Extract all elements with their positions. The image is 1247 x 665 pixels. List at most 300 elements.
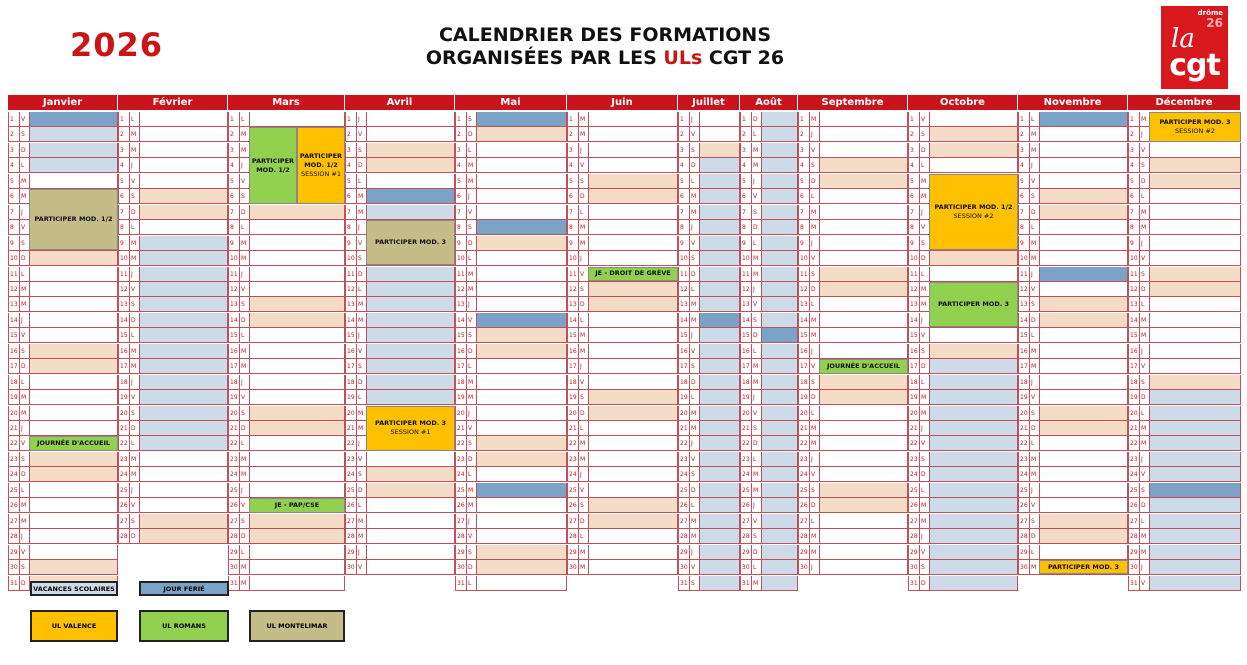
day-number: 2: [680, 131, 684, 139]
day-letter: M: [691, 208, 697, 216]
day-number: 17: [457, 363, 465, 371]
day-number: 16: [569, 347, 577, 355]
day-number: 11: [742, 270, 750, 278]
day-cell: [567, 282, 678, 297]
day-number: 19: [230, 394, 238, 402]
day-letter: L: [1141, 193, 1145, 201]
day-letter: M: [691, 409, 697, 417]
day-number: 18: [120, 378, 128, 386]
day-number: 19: [10, 394, 18, 402]
day-number: 15: [800, 332, 808, 340]
day-letter: M: [921, 285, 927, 293]
day-number: 4: [120, 162, 124, 170]
day-letter: J: [691, 116, 693, 123]
day-letter: L: [753, 239, 757, 247]
day-letter: V: [691, 131, 696, 139]
day-cell: [567, 220, 678, 235]
day-number: 14: [10, 316, 18, 324]
day-cell: [455, 236, 567, 251]
training-event[interactable]: [929, 282, 1018, 327]
day-letter: M: [21, 193, 27, 201]
day-number: 16: [10, 347, 18, 355]
day-letter: S: [921, 131, 925, 139]
day-letter: M: [131, 146, 137, 154]
day-letter: D: [358, 162, 363, 170]
training-event[interactable]: [297, 127, 345, 203]
day-number: 7: [1020, 208, 1024, 216]
day-letter: M: [358, 208, 364, 216]
day-cell: [8, 143, 118, 158]
day-number: 22: [10, 440, 18, 448]
day-letter: J: [811, 564, 813, 572]
day-cell: [908, 359, 1018, 374]
day-cell: [678, 406, 740, 421]
day-cell: [798, 143, 908, 158]
day-cell: [678, 267, 740, 282]
day-letter: M: [691, 517, 697, 525]
day-number: 14: [800, 316, 808, 324]
day-letter: M: [1031, 146, 1037, 154]
day-cell: [908, 143, 1018, 158]
day-letter: V: [1031, 285, 1036, 293]
day-letter: L: [921, 270, 925, 278]
day-cell: [1128, 406, 1241, 421]
legend-item: UL MONTELIMAR: [249, 610, 345, 642]
day-number: 25: [910, 486, 918, 494]
day-number: 22: [742, 440, 750, 448]
day-letter: M: [753, 579, 759, 587]
day-letter: L: [21, 270, 25, 278]
day-number: 4: [800, 162, 804, 170]
day-cell: [1128, 205, 1241, 220]
day-cell: [8, 267, 118, 282]
day-letter: L: [753, 564, 757, 572]
day-letter: V: [811, 146, 816, 154]
day-number: 9: [347, 239, 351, 247]
day-number: 28: [910, 533, 918, 541]
day-cell: [8, 560, 118, 575]
day-cell: [118, 205, 228, 220]
day-letter: S: [691, 255, 695, 263]
day-number: 25: [230, 486, 238, 494]
day-number: 13: [680, 301, 688, 309]
day-number: 29: [1130, 548, 1138, 556]
day-number: 30: [1130, 564, 1138, 572]
training-event[interactable]: [1149, 112, 1241, 142]
day-cell: [1128, 498, 1241, 513]
day-number: 17: [1130, 363, 1138, 371]
day-cell: [908, 545, 1018, 560]
day-letter: D: [468, 564, 473, 572]
day-number: 3: [347, 146, 351, 154]
day-number: 12: [120, 285, 128, 293]
day-letter: S: [1031, 301, 1035, 309]
day-letter: M: [811, 332, 817, 340]
day-letter: D: [21, 363, 26, 371]
day-letter: M: [580, 455, 586, 463]
day-cell: [740, 174, 798, 189]
day-cell: [1128, 251, 1241, 266]
day-number: 12: [1020, 285, 1028, 293]
day-number: 8: [457, 224, 461, 232]
day-cell: [228, 576, 345, 591]
day-cell: [740, 205, 798, 220]
training-event[interactable]: [249, 127, 297, 203]
day-number: 21: [1130, 425, 1138, 432]
day-cell: [8, 452, 118, 467]
day-cell: [1018, 545, 1128, 560]
day-number: 21: [569, 425, 577, 432]
day-number: 15: [347, 332, 355, 340]
day-cell: [678, 483, 740, 498]
day-letter: D: [131, 425, 136, 432]
day-cell: [567, 251, 678, 266]
day-number: 10: [1130, 255, 1138, 263]
day-letter: S: [1141, 378, 1145, 386]
day-number: 8: [1020, 224, 1024, 232]
day-letter: S: [921, 564, 925, 572]
day-number: 28: [457, 533, 465, 541]
day-letter: M: [241, 131, 247, 139]
day-cell: [8, 359, 118, 374]
training-event[interactable]: [366, 406, 455, 451]
day-number: 9: [230, 239, 234, 247]
day-number: 16: [120, 347, 128, 355]
day-number: 28: [10, 533, 18, 541]
day-cell: [678, 143, 740, 158]
day-letter: D: [358, 270, 363, 278]
day-cell: [345, 498, 455, 513]
day-letter: V: [753, 193, 758, 201]
day-number: 22: [457, 440, 465, 448]
day-letter: L: [468, 255, 472, 263]
day-number: 27: [1020, 517, 1028, 525]
day-number: 26: [680, 502, 688, 510]
day-cell: [1018, 297, 1128, 312]
day-number: 19: [1130, 394, 1138, 402]
day-cell: [345, 514, 455, 529]
day-letter: V: [131, 285, 136, 293]
day-cell: [455, 452, 567, 467]
day-cell: [455, 158, 567, 173]
day-cell: [8, 297, 118, 312]
day-number: 11: [10, 270, 18, 278]
training-event[interactable]: [29, 189, 118, 250]
day-cell: [1018, 127, 1128, 142]
day-number: 1: [230, 116, 234, 123]
day-letter: V: [1141, 255, 1146, 263]
day-number: 24: [910, 471, 918, 479]
day-letter: L: [811, 193, 815, 201]
day-number: 11: [569, 270, 577, 278]
day-number: 9: [10, 239, 14, 247]
day-letter: D: [241, 533, 246, 541]
day-cell: [1128, 297, 1241, 312]
day-cell: [740, 328, 798, 343]
training-event[interactable]: [819, 359, 908, 373]
day-cell: [567, 545, 678, 560]
day-cell: [908, 251, 1018, 266]
day-letter: M: [753, 146, 759, 154]
day-number: 29: [230, 548, 238, 556]
day-number: 16: [742, 347, 750, 355]
day-letter: M: [131, 239, 137, 247]
day-cell: [908, 560, 1018, 575]
day-letter: S: [811, 270, 815, 278]
day-letter: M: [1031, 131, 1037, 139]
day-number: 3: [680, 146, 684, 154]
day-number: 17: [569, 363, 577, 371]
day-letter: D: [468, 131, 473, 139]
day-letter: M: [468, 378, 474, 386]
day-letter: J: [21, 425, 23, 432]
day-cell: [567, 390, 678, 405]
day-letter: D: [241, 316, 246, 324]
day-number: 27: [569, 517, 577, 525]
day-letter: D: [1031, 208, 1036, 216]
day-number: 23: [1130, 455, 1138, 463]
day-letter: D: [358, 378, 363, 386]
day-cell: [1018, 328, 1128, 343]
day-letter: M: [1031, 455, 1037, 463]
day-letter: L: [811, 301, 815, 309]
day-letter: V: [811, 471, 816, 479]
day-number: 13: [800, 301, 808, 309]
day-number: 29: [347, 548, 355, 556]
day-cell: [8, 282, 118, 297]
day-cell: [118, 267, 228, 282]
day-number: 13: [347, 301, 355, 309]
day-letter: L: [921, 162, 925, 170]
day-cell: [740, 359, 798, 374]
training-event[interactable]: [1039, 560, 1128, 574]
day-cell: [455, 483, 567, 498]
day-cell: [678, 375, 740, 390]
day-cell: [1018, 390, 1128, 405]
day-letter: J: [691, 440, 693, 448]
day-cell: [8, 251, 118, 266]
day-letter: L: [131, 440, 135, 448]
day-letter: L: [468, 146, 472, 154]
day-number: 28: [1130, 533, 1138, 541]
day-cell: [678, 576, 740, 591]
day-letter: M: [1031, 239, 1037, 247]
day-cell: [567, 112, 678, 127]
day-number: 18: [910, 378, 918, 386]
day-letter: J: [358, 548, 360, 556]
day-letter: S: [241, 409, 245, 417]
day-cell: [798, 452, 908, 467]
training-event[interactable]: [929, 174, 1018, 250]
training-event[interactable]: [29, 436, 118, 450]
legend-item: VACANCES SCOLAIRES: [30, 581, 118, 596]
day-cell: [908, 483, 1018, 498]
day-letter: V: [358, 347, 363, 355]
day-letter: M: [1141, 316, 1147, 324]
day-letter: S: [358, 255, 362, 263]
day-cell: [1128, 313, 1241, 328]
day-cell: [345, 143, 455, 158]
day-number: 25: [569, 486, 577, 494]
day-number: 18: [347, 378, 355, 386]
day-cell: [118, 297, 228, 312]
day-letter: M: [1031, 255, 1037, 263]
day-letter: S: [131, 301, 135, 309]
day-letter: L: [131, 332, 135, 340]
day-number: 30: [742, 564, 750, 572]
day-letter: M: [241, 363, 247, 371]
day-letter: S: [580, 177, 584, 185]
day-cell: [455, 406, 567, 421]
day-number: 22: [120, 440, 128, 448]
day-cell: [1128, 158, 1241, 173]
day-cell: [1018, 421, 1128, 436]
day-number: 14: [1020, 316, 1028, 324]
day-number: 14: [347, 316, 355, 324]
training-event[interactable]: [588, 267, 678, 281]
day-cell: [1128, 267, 1241, 282]
day-number: 2: [457, 131, 461, 139]
day-letter: V: [753, 517, 758, 525]
day-number: 23: [680, 455, 688, 463]
day-cell: [118, 251, 228, 266]
day-number: 16: [347, 347, 355, 355]
day-letter: L: [753, 131, 757, 139]
day-number: 1: [742, 116, 746, 123]
day-letter: D: [753, 116, 758, 123]
day-letter: L: [1031, 440, 1035, 448]
day-cell: [345, 267, 455, 282]
day-cell: [345, 313, 455, 328]
day-number: 6: [910, 193, 914, 201]
month-header: Août: [740, 95, 798, 110]
day-cell: [740, 452, 798, 467]
day-number: 27: [800, 517, 808, 525]
day-number: 30: [910, 564, 918, 572]
day-cell: [455, 545, 567, 560]
day-cell: [1018, 467, 1128, 482]
day-number: 15: [742, 332, 750, 340]
day-cell: [678, 174, 740, 189]
day-letter: D: [921, 255, 926, 263]
day-number: 1: [120, 116, 124, 123]
day-letter: J: [580, 363, 582, 371]
cgt-logo: [1161, 6, 1228, 89]
day-cell: [1128, 390, 1241, 405]
day-number: 12: [742, 285, 750, 293]
logo-number: 26: [1206, 16, 1223, 30]
day-letter: M: [811, 208, 817, 216]
day-letter: M: [753, 270, 759, 278]
day-cell: [118, 189, 228, 204]
day-letter: J: [691, 548, 693, 556]
day-cell: [567, 421, 678, 436]
day-letter: L: [580, 533, 584, 541]
title-line-2: [360, 47, 850, 70]
day-letter: M: [811, 548, 817, 556]
day-cell: [1128, 514, 1241, 529]
title-line-1: CALENDRIER DES FORMATIONS: [438, 24, 772, 46]
month-header: Avril: [345, 95, 455, 110]
day-cell: [1018, 514, 1128, 529]
day-number: 23: [457, 455, 465, 463]
day-number: 18: [230, 378, 238, 386]
day-cell: [455, 313, 567, 328]
title-uls: ULs: [663, 47, 703, 69]
day-letter: S: [468, 440, 472, 448]
day-letter: V: [1031, 394, 1036, 402]
logo-cgt: cgt: [1169, 48, 1220, 83]
day-letter: S: [468, 332, 472, 340]
day-number: 9: [800, 239, 804, 247]
day-letter: M: [241, 146, 247, 154]
day-number: 28: [230, 533, 238, 541]
day-cell: [798, 406, 908, 421]
day-letter: J: [921, 208, 923, 216]
day-cell: [798, 421, 908, 436]
day-letter: S: [21, 347, 25, 355]
day-letter: S: [21, 131, 25, 139]
day-cell: [678, 189, 740, 204]
day-number: 4: [742, 162, 746, 170]
day-number: 11: [457, 270, 465, 278]
day-cell: [118, 529, 228, 544]
day-cell: [455, 375, 567, 390]
day-cell: [455, 112, 567, 127]
day-cell: [678, 436, 740, 451]
day-number: 24: [230, 471, 238, 479]
day-cell: [908, 375, 1018, 390]
day-cell: [345, 344, 455, 359]
event-label: PARTICIPER MOD. 3: [374, 238, 447, 247]
day-number: 7: [910, 208, 914, 216]
day-cell: [798, 560, 908, 575]
event-label: JE - PAP/CSE: [274, 500, 320, 509]
day-letter: V: [241, 394, 246, 402]
training-event[interactable]: [366, 220, 455, 265]
day-number: 12: [800, 285, 808, 293]
day-letter: S: [21, 239, 25, 247]
event-session: SESSION #2: [953, 211, 994, 220]
day-cell: [798, 127, 908, 142]
day-cell: [1128, 189, 1241, 204]
day-number: 15: [120, 332, 128, 340]
day-cell: [798, 220, 908, 235]
day-letter: D: [691, 378, 696, 386]
day-letter: V: [1141, 471, 1146, 479]
day-number: 9: [569, 239, 573, 247]
training-event[interactable]: [249, 498, 345, 512]
day-number: 4: [10, 162, 14, 170]
day-letter: J: [1031, 270, 1033, 278]
day-number: 13: [10, 301, 18, 309]
day-letter: D: [921, 363, 926, 371]
day-letter: J: [21, 208, 23, 216]
day-number: 13: [910, 301, 918, 309]
day-letter: J: [241, 486, 243, 494]
day-cell: [345, 375, 455, 390]
day-cell: [678, 127, 740, 142]
day-letter: V: [131, 394, 136, 402]
day-cell: [228, 483, 345, 498]
day-number: 21: [230, 425, 238, 432]
day-number: 5: [1130, 177, 1134, 185]
day-letter: S: [131, 193, 135, 201]
day-cell: [345, 297, 455, 312]
day-number: 15: [910, 332, 918, 340]
year-title: 2026: [70, 26, 164, 64]
day-number: 25: [742, 486, 750, 494]
